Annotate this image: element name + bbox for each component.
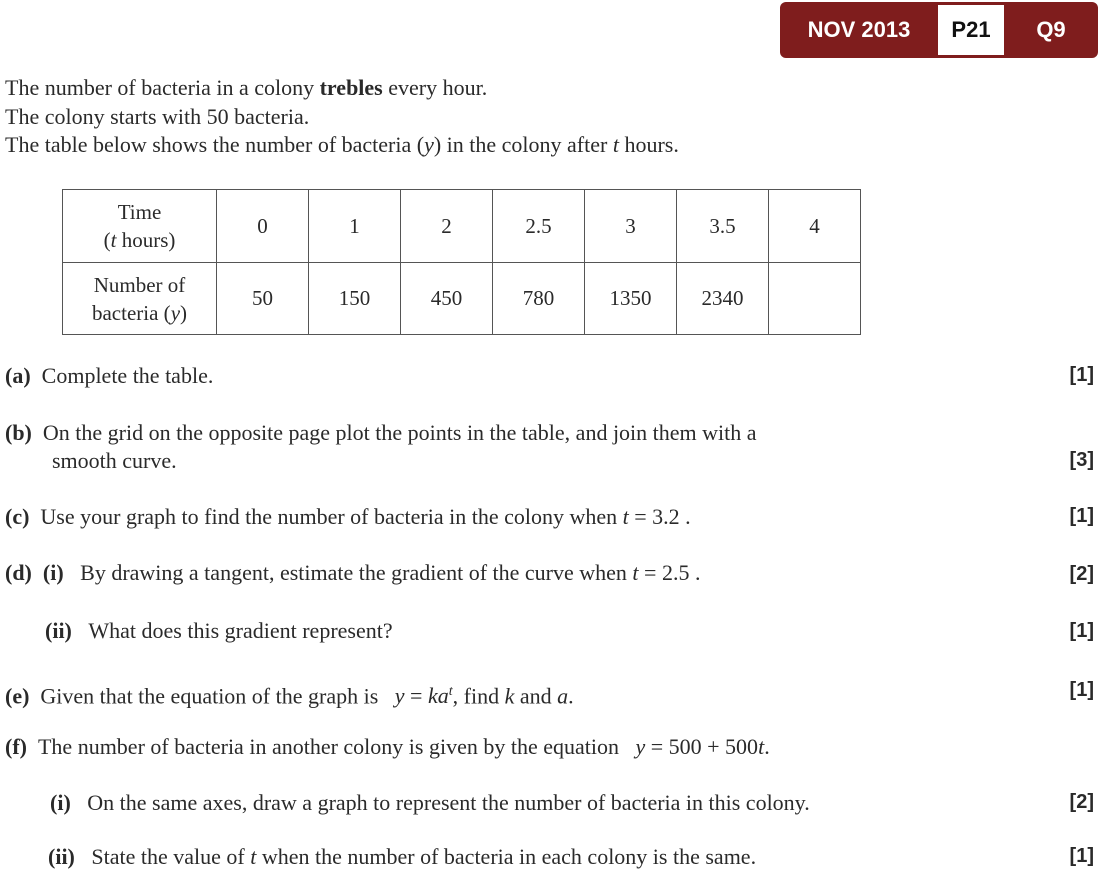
marks-e: [1]: [1069, 679, 1094, 701]
marks-d-i: [2]: [1069, 563, 1094, 585]
count-cell: 780: [493, 263, 585, 335]
question-label: (a): [5, 363, 31, 388]
question-d-ii: (ii) What does this gradient represent?: [45, 618, 393, 643]
paper-number: P21: [938, 5, 1004, 55]
question-label: (c): [5, 504, 30, 529]
question-d-i: (d) (i) By drawing a tangent, estimate the gradient of the curve when t = 2.5 .: [5, 560, 701, 585]
question-sublabel: (ii): [48, 844, 75, 869]
count-cell: 50: [217, 263, 309, 335]
time-row: [63, 190, 861, 263]
question-label: (b): [5, 420, 32, 445]
question-a: (a) Complete the table.: [5, 363, 214, 388]
time-cell: 1: [309, 190, 401, 263]
marks-a: [1]: [1069, 364, 1094, 386]
question-f-i: (i) On the same axes, draw a graph to represent the number of bacteria in this colony.: [50, 790, 810, 815]
question-f: (f) The number of bacteria in another colony is given by the equation y = 500 + 500t.: [5, 734, 770, 759]
time-cell: 2: [401, 190, 493, 263]
question-sublabel: (i): [42, 560, 64, 585]
question-sublabel: (ii): [45, 618, 72, 643]
count-cell: 1350: [585, 263, 677, 335]
time-cell: 0: [217, 190, 309, 263]
marks-d-ii: [1]: [1069, 620, 1094, 642]
question-b-line-2: smooth curve.: [52, 448, 177, 473]
intro-line-2: The colony starts with 50 bacteria.: [5, 103, 310, 129]
count-row: [63, 263, 861, 335]
equation-linear: y = 500 + 500t.: [635, 734, 770, 759]
time-cell: 2.5: [493, 190, 585, 263]
count-cell: 2340: [677, 263, 769, 335]
marks-c: [1]: [1069, 505, 1094, 527]
equation-exponential: $y = ka^t$: [394, 683, 453, 709]
intro-line-1: The number of bacteria in a colony trebles every hour.: [5, 75, 488, 100]
intro-line-3: The table below shows the number of bacteria (y) in the colony after t hours.: [5, 132, 679, 157]
question-e: (e) Given that the equation of the graph is $y = ka^t$, find k and a.: [5, 683, 574, 709]
marks-f-i: [2]: [1069, 791, 1094, 813]
question-label: (e): [5, 683, 30, 709]
emphasis-trebles: trebles: [319, 75, 383, 100]
question-number: Q9: [1036, 17, 1066, 42]
count-cell: 450: [401, 263, 493, 335]
question-b: (b) On the grid on the opposite page plot the points in the table, and join them with a: [5, 420, 757, 445]
count-header: Number of bacteria (y): [63, 263, 217, 335]
question-label: (f): [5, 734, 27, 759]
time-cell: 3: [585, 190, 677, 263]
marks-b: [3]: [1069, 449, 1094, 471]
question-f-ii: (ii) State the value of t when the number of bacteria in each colony is the same.: [48, 844, 757, 869]
question-badge: [780, 2, 1098, 58]
question-label: (d): [5, 560, 32, 585]
time-header: Time (t hours): [63, 190, 217, 263]
question-intro: [5, 74, 679, 160]
count-cell-blank: [769, 263, 861, 335]
question-c: (c) Use your graph to find the number of bacteria in the colony when t = 3.2 .: [5, 504, 691, 529]
bacteria-table: [62, 189, 861, 335]
exam-session: NOV 2013: [807, 17, 911, 42]
marks-f-ii: [1]: [1069, 845, 1094, 867]
time-cell: 3.5: [677, 190, 769, 263]
question-sublabel: (i): [50, 790, 71, 815]
time-cell: 4: [769, 190, 861, 263]
count-cell: 150: [309, 263, 401, 335]
